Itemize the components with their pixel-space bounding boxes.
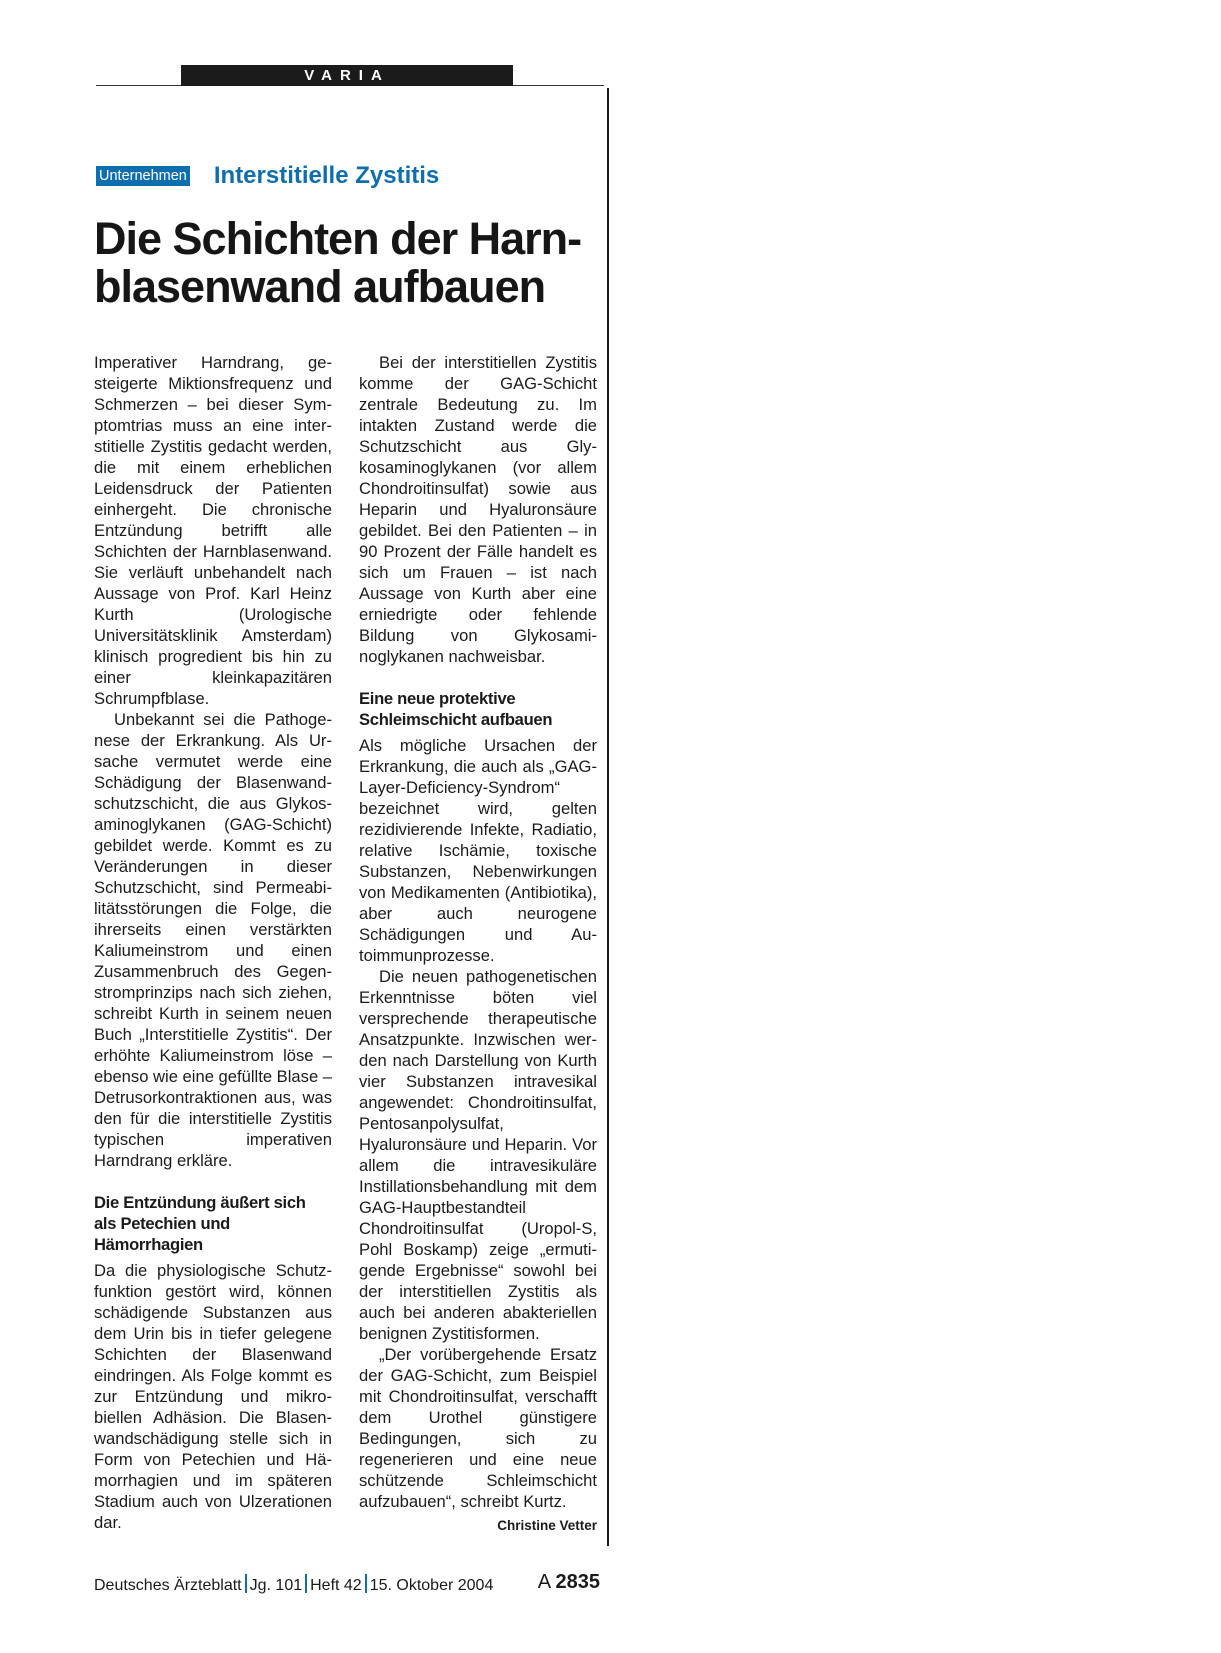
author-byline: Christine Vetter xyxy=(497,1518,597,1533)
paragraph xyxy=(359,1344,597,1533)
separator xyxy=(365,1574,367,1593)
paragraph: Imperativer Harndrang, gesteigerte Miktionsfrequenz und Schmerzen – bei dieser Symptomtrias muss an eine interstitielle Zystitis gedacht werden, die mit einem erheblichen Leidensdruck der Patienten einhergeht. Die chronische Entzündung betrifft alle Schichten der Harnblasenwand. Sie verläuft unbehandelt nach Aussage von Prof. Karl Heinz Kurth (Urologische Universitätsklinik Amsterdam) klinisch progredient bis hin zu einer kleinkapazitären Schrumpfblase. xyxy=(94,353,332,708)
paragraph: Als mögliche Ursachen der Erkrankung, die auch als „GAG-Layer-Deficiency-Syndrom“ bezeichnet wird, gelten rezidivierende Infekte, Radiatio, relative Ischämie, toxische Substanzen, Nebenwirkungen von Medikamenten (Antibiotika), aber auch neurogene Schädigungen und Autoimmunprozesse. xyxy=(359,736,597,965)
paragraph: Bei der interstitiellen Zystitis komme der GAG-Schicht zentrale Bedeutung zu. Im intakten Zustand werde die Schutzschicht aus Glykosaminoglykanen (vor allem Chondroitinsulfat) sowie aus Heparin und Hyaluronsäure gebildet. Bei den Patienten – in 90 Prozent der Fälle handelt es sich um Frauen – ist nach Aussage von Kurth aber eine erniedrigte oder fehlende Bildung von Glykosaminoglykanen nachweisbar. xyxy=(359,353,597,666)
headline-line-2: blasenwand aufbauen xyxy=(94,261,546,312)
paragraph: Unbekannt sei die Pathogenese der Erkrankung. Als Ursache vermutet werde eine Schädigung der Blasenwandschutzschicht, die aus Glykosaminoglykanen (GAG-Schicht) gebildet werde. Kommt es zu Veränderungen in dieser Schutzschicht, sind Permeabilitätsstörungen die Folge, die ihrerseits einen verstärkten Kaliumeinstrom und einen Zusammenbruch des Gegenstromprinzips nach sich ziehen, schreibt Kurth in seinem neuen Buch „Interstitielle Zystitis“. Der erhöhte Kaliumeinstrom löse – ebenso wie eine gefüllte Blase – Detrusorkontraktionen aus, was den für die interstitielle Zystitis typischen imperativen Harndrang erkläre. xyxy=(94,710,333,1170)
closing-paragraph: „Der vorübergehende Ersatz der GAG-Schicht, zum Beispiel mit Chondroitinsulfat, verschafft dem Urothel günstigere Bedingungen, sich zu regenerieren und eine neue schützende Schleimschicht aufzubauen“, schreibt Kurtz. xyxy=(359,1345,597,1511)
journal-name: Deutsches Ärzteblatt xyxy=(94,1577,242,1594)
page-number-value: 2835 xyxy=(555,1571,600,1593)
subheading: Eine neue protektive Schleimschicht aufbauen xyxy=(359,689,553,729)
issue-date: 15. Oktober 2004 xyxy=(369,1577,494,1594)
kicker-row xyxy=(96,162,439,190)
topline: Interstitielle Zystitis xyxy=(213,162,440,189)
volume: Jg. 101 xyxy=(249,1577,303,1594)
category-badge: Unternehmen xyxy=(96,166,190,186)
article-column-right xyxy=(359,352,597,1536)
article-column-left xyxy=(94,352,332,1533)
headline xyxy=(94,215,614,311)
separator xyxy=(305,1574,307,1593)
section-label: VARIA xyxy=(181,65,513,86)
page-number xyxy=(538,1571,600,1594)
paragraph: Die neuen pathogenetischen Erkenntnisse böten viel versprechende therapeutische Ansatzpunkte. Inzwischen werden nach Darstellung von Kurth vier Substanzen intravesikal angewendet: Chondroitinsulfat, Pentosanpolysulfat, Hyaluronsäure und Heparin. Vor allem die intravesikuläre Instillationsbehandlung mit dem GAG-Hauptbestandteil Chondroitinsulfat (Uropol-S, Pohl Boskamp) zeige „ermutigende Ergebnisse“ sowohl bei der interstitiellen Zystitis als auch bei anderen abakteriellen benignen Zystitisformen. xyxy=(359,967,597,1343)
separator xyxy=(245,1574,247,1593)
page-footer xyxy=(94,1571,600,1600)
headline-line-1: Die Schichten der Harn- xyxy=(94,213,582,264)
issue: Heft 42 xyxy=(310,1577,362,1594)
subheading: Die Entzündung äußert sich als Petechien und Hämorrhagien xyxy=(94,1193,306,1254)
page-prefix: A xyxy=(537,1571,550,1593)
paragraph: Da die physiologische Schutzfunktion gestört wird, können schädigende Substanzen aus dem Urin bis in tiefer gelegene Schichten der Blasenwand eindringen. Als Folge kommt es zur Entzündung und mikrobiellen Adhäsion. Die Blasenwandschädigung stelle sich in Form von Petechien und Hämorrhagien und im späteren Stadium auch von Ulzerationen dar. xyxy=(94,1261,332,1532)
